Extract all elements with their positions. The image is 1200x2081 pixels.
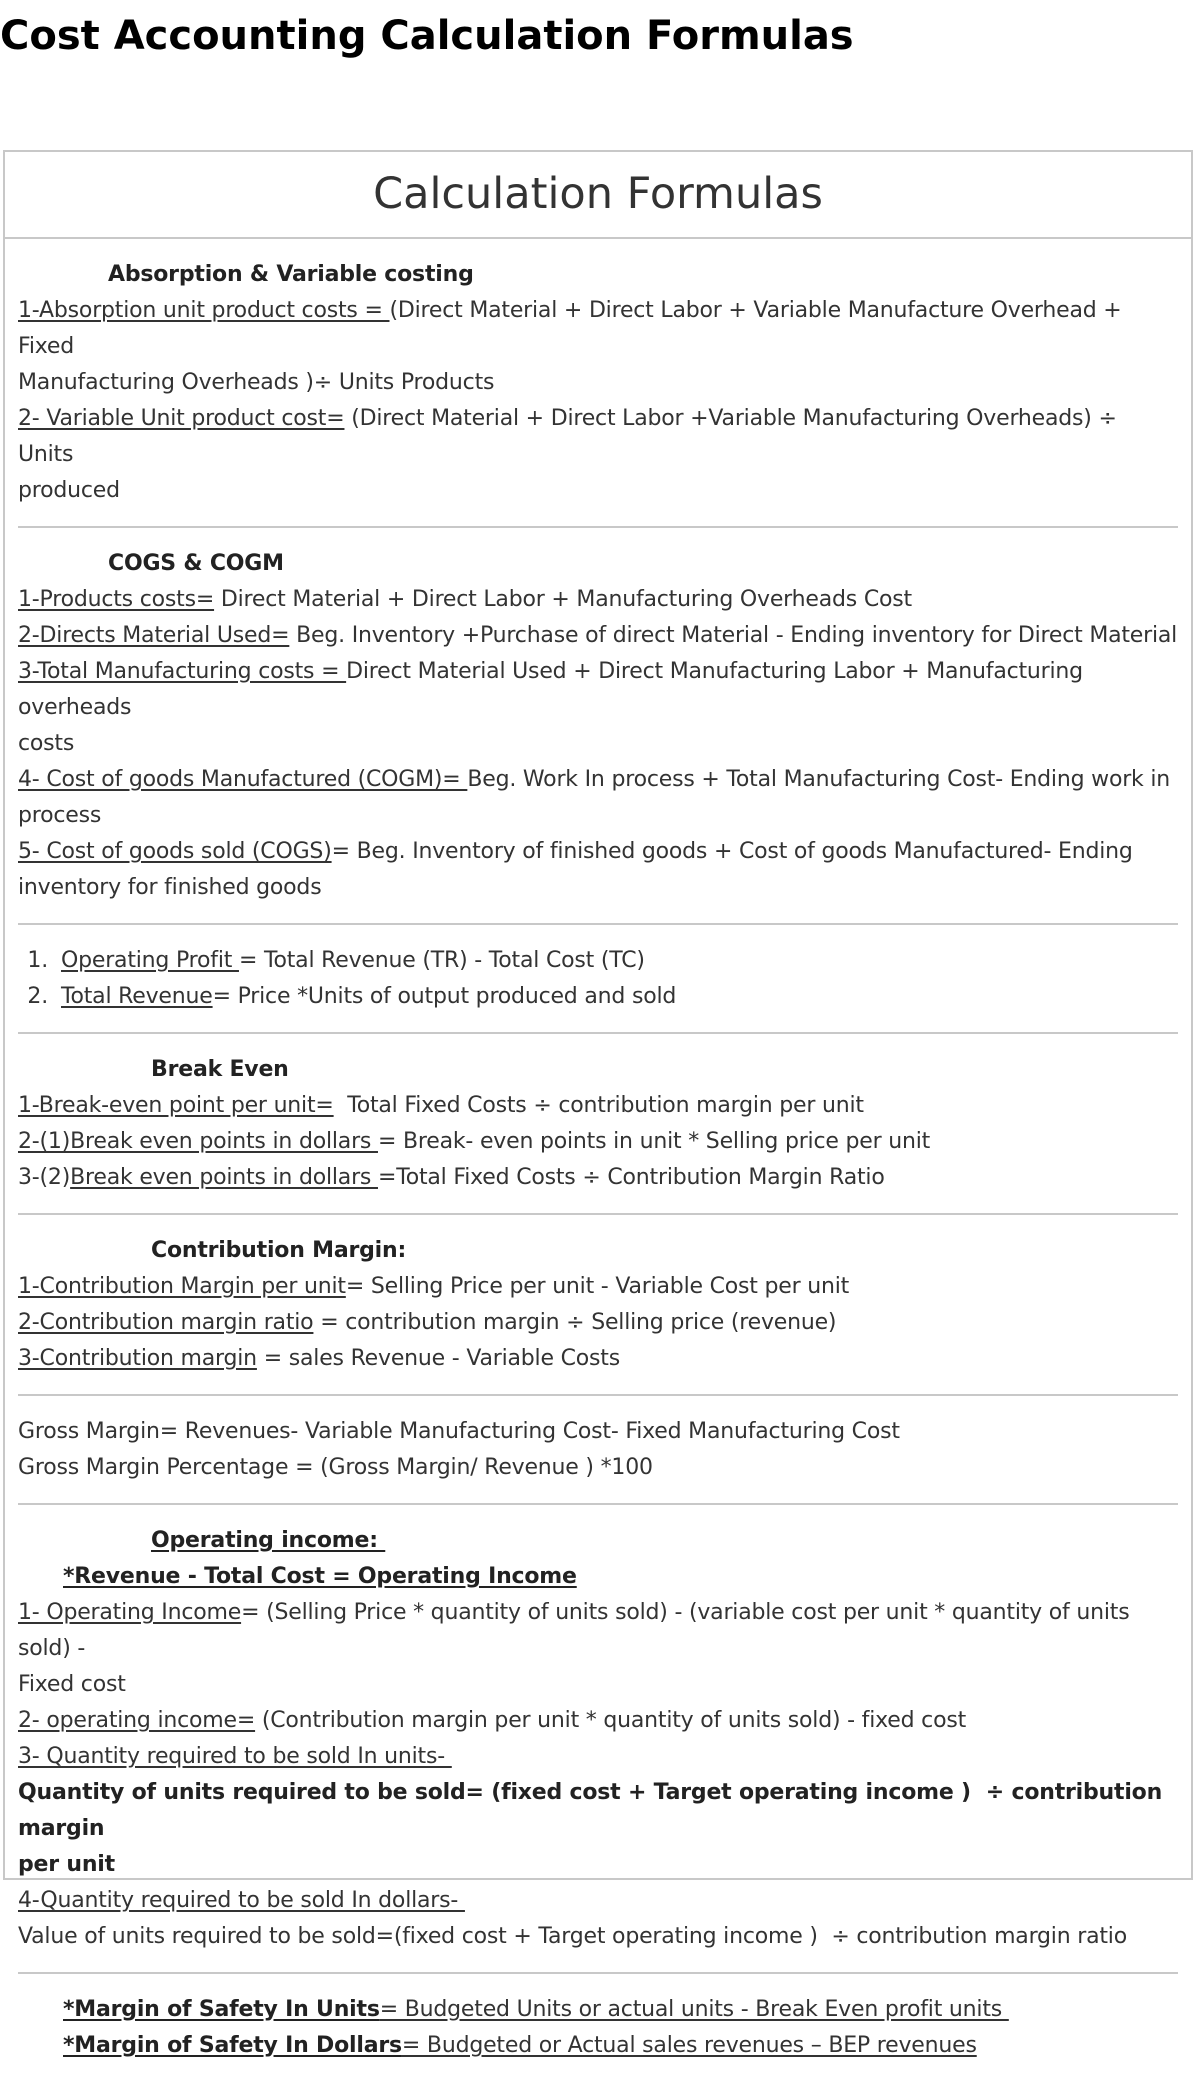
formula-text: = sales Revenue - Variable Costs	[256, 1346, 620, 1371]
formula-text: (Contribution margin per unit * quantity of units sold) - fixed cost	[255, 1708, 967, 1733]
section-heading: Break Even	[151, 1057, 289, 1082]
section-contribution-margin	[18, 1215, 1178, 1396]
formula-continuation: Manufacturing Overheads )÷ Units Products	[18, 370, 495, 395]
formula-line	[18, 2028, 1178, 2064]
formula-line	[18, 582, 1178, 618]
formula-continuation: costs	[18, 731, 75, 756]
formula-label: 1-Break-even point per unit=	[18, 1093, 334, 1118]
formula-label: 3-Total Manufacturing costs =	[18, 659, 347, 684]
formula-text: = Beg. Inventory of finished goods + Cost of goods Manufactured- Ending	[331, 839, 1133, 864]
formula-text: (Direct Material + Direct Labor + Variable Manufacture Overhead + Fixed	[18, 298, 1122, 359]
formula-line	[18, 654, 1178, 726]
formula-text: Total Fixed Costs ÷ contribution margin per unit	[333, 1093, 864, 1118]
formula-text: Direct Material + Direct Labor + Manufacturing Overheads Cost	[214, 587, 912, 612]
panel-body	[5, 239, 1191, 2081]
formula-label: 2- operating income=	[18, 1708, 256, 1733]
section-heading: Absorption & Variable costing	[108, 262, 474, 287]
formula-line	[18, 1124, 1178, 1160]
formula-label: 1-Products costs=	[18, 587, 215, 612]
formulas-panel	[3, 150, 1193, 2058]
formula-text: = (Selling Price * quantity of units sold) - (variable cost per unit * quantity of units sold) -	[18, 1600, 1130, 1661]
formula-label: 1- Operating Income	[18, 1600, 242, 1625]
formula-label: *Margin of Safety In Dollars	[63, 2033, 402, 2058]
section-operating-profit	[18, 925, 1178, 1034]
formula-text: = Break- even points in unit * Selling price per unit	[377, 1129, 931, 1154]
formula-line: Value of units required to be sold=(fixed cost + Target operating income ) ÷ contribution margin ratio	[18, 1924, 1127, 1949]
formula-text: = Budgeted Units or actual units - Break Even profit units	[379, 1997, 1009, 2022]
formula-prefix: 3-(2)	[18, 1165, 71, 1190]
formula-line	[18, 834, 1178, 870]
formula-label: 2-Directs Material Used=	[18, 623, 290, 648]
formula-text: = Budgeted or Actual sales revenues – BEP revenues	[401, 2033, 977, 2058]
section-margin-of-safety	[18, 1974, 1178, 2081]
formula-line	[18, 293, 1178, 365]
section-break-even	[18, 1034, 1178, 1215]
formula-continuation: process	[18, 803, 102, 828]
formula-label: 5- Cost of goods sold (COGS)	[18, 839, 332, 864]
formula-text: (Direct Material + Direct Labor +Variable Manufacturing Overheads) ÷ Units	[18, 406, 1117, 467]
formula-line	[18, 1088, 1178, 1124]
formula-label: 3- Quantity required to be sold In units-	[18, 1744, 452, 1769]
formula-bold-line: Quantity of units required to be sold= (fixed cost + Target operating income ) ÷ contribution margin	[18, 1780, 1170, 1841]
list-item	[18, 979, 1178, 1015]
formula-label: 2- Variable Unit product cost=	[18, 406, 345, 431]
formula-text: = Price *Units of output produced and sold	[212, 984, 677, 1009]
formula-label: 1-Contribution Margin per unit	[18, 1274, 346, 1299]
formula-label: *Margin of Safety In Units	[63, 1997, 380, 2022]
list-item	[18, 943, 1178, 979]
formula-text: =Total Fixed Costs ÷ Contribution Margin Ratio	[377, 1165, 885, 1190]
section-heading: COGS & COGM	[108, 551, 284, 576]
section-gross-margin	[18, 1396, 1178, 1505]
formula-line	[18, 1703, 1178, 1739]
formula-text: = contribution margin ÷ Selling price (revenue)	[313, 1310, 837, 1335]
formula-label: 4-Quantity required to be sold In dollars-	[18, 1888, 465, 1913]
section-operating-income	[18, 1505, 1178, 1974]
section-subheading: *Revenue - Total Cost = Operating Income	[63, 1564, 577, 1589]
formula-line	[18, 1595, 1178, 1667]
formula-text: = Selling Price per unit - Variable Cost per unit	[345, 1274, 850, 1299]
list-number: 1.	[27, 948, 48, 973]
formula-line	[18, 762, 1178, 798]
formula-line	[18, 401, 1178, 473]
formula-line: Gross Margin Percentage = (Gross Margin/ Revenue ) *100	[18, 1455, 653, 1480]
formula-continuation: produced	[18, 478, 120, 503]
formula-label: Break even points in dollars	[70, 1165, 378, 1190]
formula-text: = Total Revenue (TR) - Total Cost (TC)	[238, 948, 645, 973]
formula-label: 3-Contribution margin	[18, 1346, 257, 1371]
formula-text: Beg. Inventory +Purchase of direct Material - Ending inventory for Direct Material	[289, 623, 1178, 648]
section-absorption-variable	[18, 239, 1178, 528]
formula-line	[18, 1992, 1178, 2028]
formula-line	[18, 618, 1178, 654]
formula-line	[18, 1739, 1178, 1775]
section-cogs-cogm	[18, 528, 1178, 925]
formula-label: 4- Cost of goods Manufactured (COGM)=	[18, 767, 468, 792]
formula-continuation: inventory for finished goods	[18, 875, 322, 900]
formula-continuation: Fixed cost	[18, 1672, 126, 1697]
formula-label: 2-Contribution margin ratio	[18, 1310, 314, 1335]
formula-line	[18, 1160, 1178, 1196]
formula-line	[18, 1341, 1178, 1377]
formula-label: 1-Absorption unit product costs =	[18, 298, 390, 323]
list-number: 2.	[27, 984, 48, 1009]
formula-label: Total Revenue	[61, 984, 213, 1009]
section-heading: Operating income:	[151, 1528, 386, 1553]
formula-text: Beg. Work In process + Total Manufacturing Cost- Ending work in	[467, 767, 1171, 792]
panel-title: Calculation Formulas	[5, 152, 1191, 239]
formula-line	[18, 1883, 1178, 1919]
formula-text: Direct Material Used + Direct Manufacturing Labor + Manufacturing overheads	[18, 659, 1083, 720]
formula-label: Operating Profit	[61, 948, 239, 973]
formula-line	[18, 1305, 1178, 1341]
section-heading: Contribution Margin:	[151, 1238, 407, 1263]
formula-line: Gross Margin= Revenues- Variable Manufacturing Cost- Fixed Manufacturing Cost	[18, 1419, 900, 1444]
formula-line	[18, 1269, 1178, 1305]
formula-label: 2-(1)Break even points in dollars	[18, 1129, 378, 1154]
page-title: Cost Accounting Calculation Formulas	[0, 13, 854, 59]
formula-continuation: per unit	[18, 1852, 115, 1877]
